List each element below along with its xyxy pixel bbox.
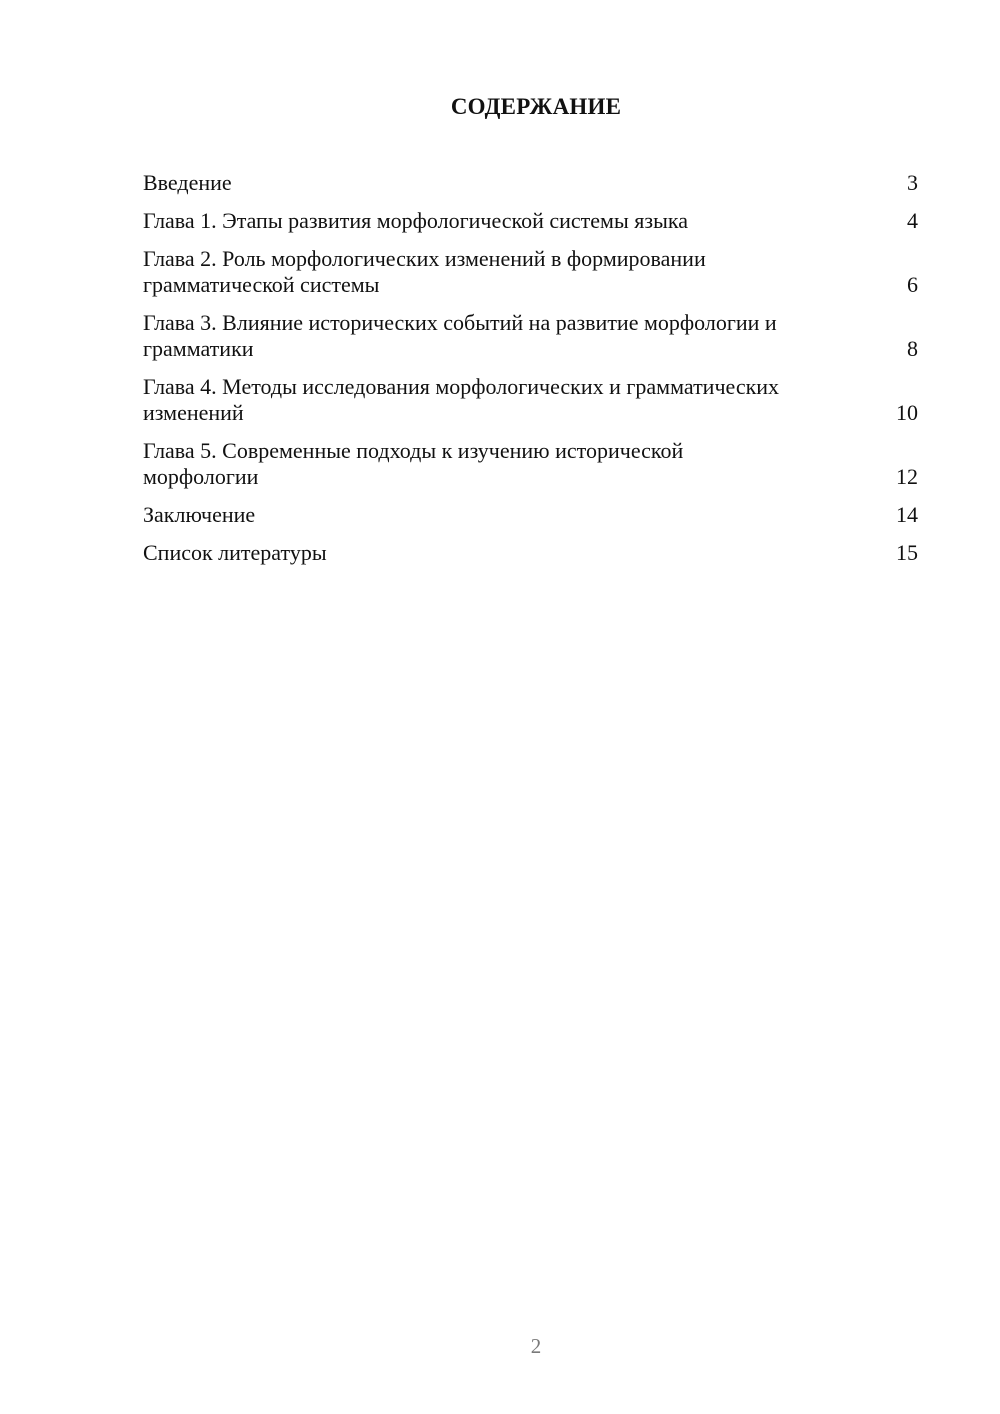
toc-entry-text: Глава 2. Роль морфологических изменений в формировании грамматической системы	[143, 246, 706, 297]
toc-entry-page: 3	[907, 170, 918, 195]
toc-entry-page: 12	[896, 464, 918, 489]
page-title: СОДЕРЖАНИЕ	[450, 94, 622, 119]
toc-entry-text: Введение	[143, 170, 232, 195]
toc-entry-chapter-5	[143, 438, 918, 490]
toc-entry-text: Список литературы	[143, 540, 327, 565]
toc-entry-page: 4	[907, 208, 918, 233]
toc-entry-page: 8	[907, 336, 918, 361]
table-of-contents	[143, 170, 918, 578]
toc-entry-page: 6	[907, 272, 918, 297]
toc-entry-text: Глава 4. Методы исследования морфологических и грамматических изменений	[143, 374, 780, 425]
toc-entry-chapter-1	[143, 208, 918, 234]
toc-entry-chapter-2	[143, 246, 918, 298]
toc-entry-bibliography	[143, 540, 918, 566]
page-number: 2	[530, 1334, 542, 1358]
toc-entry-text: Глава 5. Современные подходы к изучению исторической морфологии	[143, 438, 684, 489]
toc-entry-conclusion	[143, 502, 918, 528]
toc-entry-page: 10	[896, 400, 918, 425]
toc-entry-text: Глава 1. Этапы развития морфологической системы языка	[143, 208, 688, 233]
toc-entry-introduction	[143, 170, 918, 196]
toc-entry-page: 14	[896, 502, 918, 527]
toc-entry-text: Глава 3. Влияние исторических событий на развитие морфологии и грамматики	[143, 310, 777, 361]
toc-entry-chapter-4	[143, 374, 918, 426]
toc-entry-text: Заключение	[143, 502, 256, 527]
toc-entry-page: 15	[896, 540, 918, 565]
toc-entry-chapter-3	[143, 310, 918, 362]
